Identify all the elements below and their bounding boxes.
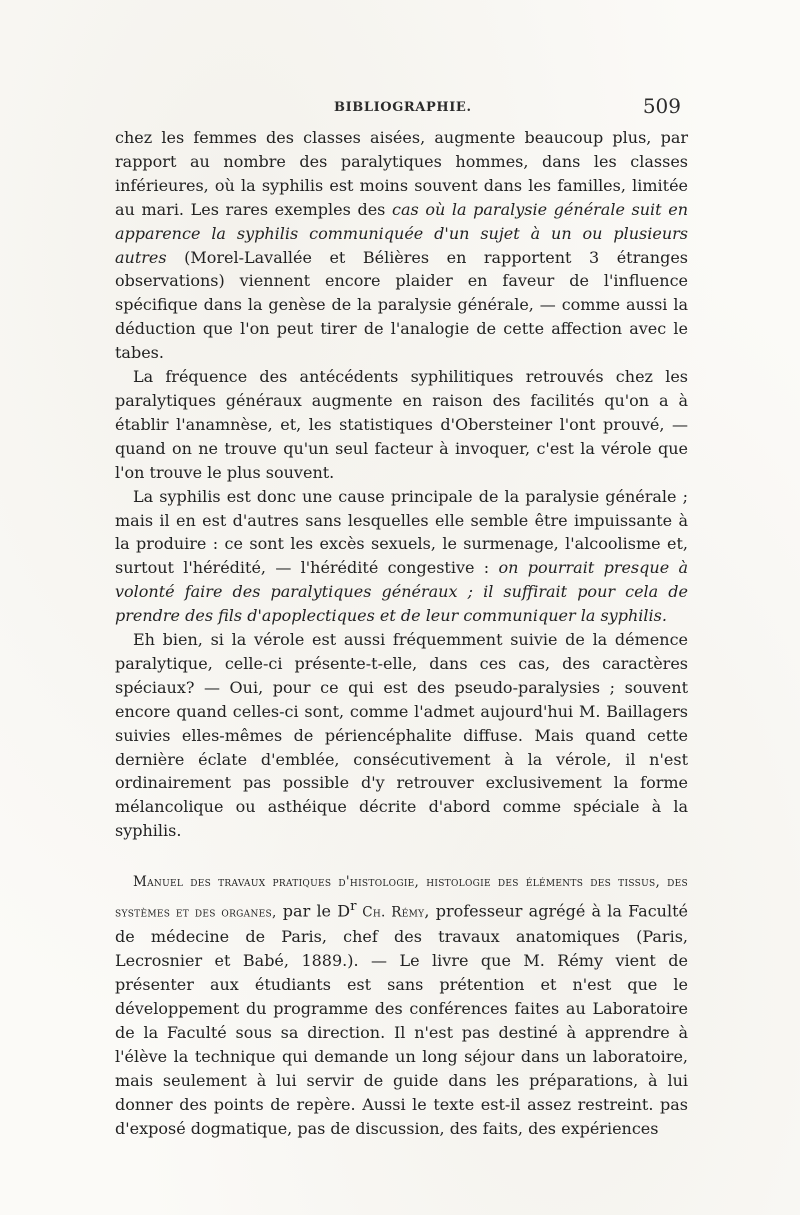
paragraph-frequency [115,365,688,485]
paragraph-2-text: La fréquence des antécédents syphilitiques retrouvés chez les paralytiques généraux augmente en raison des facilités qu'on a à établir l'anamnèse, et, les statistiques d'Obersteiner l'ont prouvé, — quand on ne trouve qu'un seul facteur à invoquer, c'est la vérole que l'on trouve le plus souvent. [115,367,688,482]
paragraph-4-text: Eh bien, si la vérole est aussi fréquemment suivie de la démence paralytique, celle-ci présente-t-elle, dans ces cas, des caractères spéciaux? — Oui, pour ce qui est des pseudo-paralysies ; souvent encore quand celles-ci sont, comme l'admet aujourd'hui M. Baillagers suivies elles-mêmes de périencéphalite diffuse. Mais quand cette dernière éclate d'emblée, consécutivement à la vérole, il n'est ordinairement pas possible d'y retrouver exclusivement la forme mélancolique ou asthéique décrite d'abord comme spéciale à la syphilis. [115,630,688,841]
review-author-name: Ch. Rémy [356,904,425,921]
review-author-sup: r [350,899,357,915]
review-title: Manuel des travaux pratiques d'histologie, histologie des éléments des tissus, des systèmes et des organes, [115,874,688,921]
paragraph-1-text-a: chez les femmes des classes aisées, augmente beaucoup plus, par rapport au nombre des paralytiques hommes, dans les classes inférieures, où la syphilis est moins souvent dans les familles, limitée au mari. Les rares exemples des [115,128,688,219]
body-text [115,126,688,1140]
page-number: 509 [642,94,681,118]
running-title: BIBLIOGRAPHIE. [334,100,472,115]
paragraph-1-text-b: (Morel-Lavallée et Bélières en rapportent 3 étranges observations) viennent encore plaider en faveur de l'influence spécifique dans la genèse de la paralysie générale, — comme aussi la déduction que l'on peut tirer de l'analogie de cette affection avec le tabes. [115,247,688,363]
paragraph-3-italic: on pourrait presque à volonté faire des paralytiques généraux ; il suffirait pour cela de prendre des fils d'apoplectiques et de leur communiquer la syphilis. [115,558,689,626]
paragraph-special-characters [115,628,688,843]
paragraph-syphilis-cause [115,485,688,628]
paragraph-3-text-a: La syphilis est donc une cause principale de la paralysie générale ; mais il en est d'autres sans lesquelles elle semble être impuissante à la produire : ce sont les excès sexuels, le surmenage, l'alcoolisme et, surtout l'hérédité, — l'hérédité congestive : [115,486,688,578]
review-entry [115,869,688,1140]
paragraph-continued [115,126,688,365]
review-author-prefix: par le D [276,901,351,921]
review-text: , professeur agrégé à la Faculté de médecine de Paris, chef des travaux anatomiques (Paris, Lecrosnier et Babé, 1889.). — Le livre que M. Rémy vient de présenter aux étudiants est sans prétention et n'est que le développement du programme des conférences faites au Laboratoire de la Faculté sous sa direction. Il n'est pas destiné à apprendre à l'élève la technique qui demande un long séjour dans un laboratoire, mais seulement à lui servir de guide dans les préparations, à lui donner des points de repère. Aussi le texte est-il assez restreint. pas d'exposé dogmatique, pas de discussion, des faits, des expériences [115,901,688,1138]
page-header [115,94,685,120]
paragraph-1-italic: cas où la paralysie générale suit en apparence la syphilis communiquée d'un sujet à un ou plusieurs autres [115,199,688,267]
